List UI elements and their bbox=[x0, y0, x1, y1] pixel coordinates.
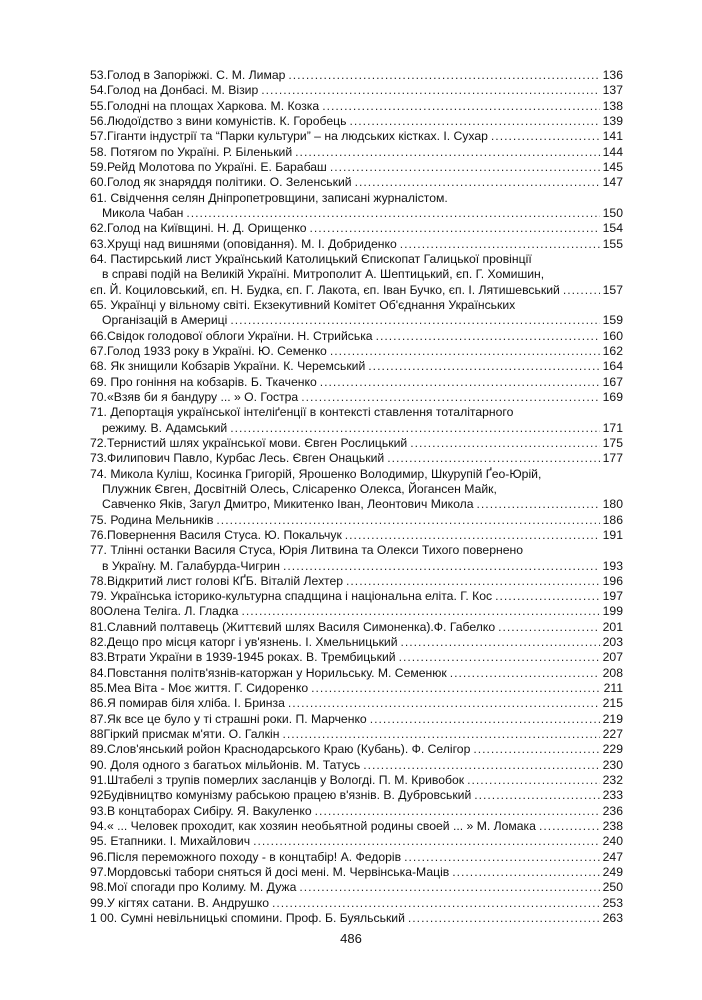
toc-entry bbox=[90, 666, 623, 681]
dot-leader bbox=[216, 513, 600, 528]
toc-entry-page: 199 bbox=[602, 604, 623, 619]
toc-entry-page: 207 bbox=[602, 650, 623, 665]
toc-entry-page: 145 bbox=[602, 159, 623, 174]
dot-leader bbox=[282, 727, 600, 742]
toc-entry-title: Микола Чабан bbox=[102, 205, 184, 220]
toc-entry-title: 80Олена Теліга. Л. Гладка bbox=[90, 604, 239, 619]
dot-leader bbox=[330, 344, 600, 359]
toc-entry bbox=[90, 375, 623, 390]
toc-entry bbox=[90, 804, 623, 819]
toc-entry-line bbox=[90, 68, 623, 83]
toc-entry-line bbox=[90, 911, 623, 926]
toc-entry-page: 144 bbox=[602, 144, 623, 159]
toc-entry bbox=[90, 114, 623, 129]
toc-entry-line bbox=[90, 99, 623, 114]
toc-entry bbox=[90, 758, 623, 773]
toc-entry-line bbox=[90, 160, 623, 175]
dot-leader bbox=[399, 650, 600, 665]
dot-leader bbox=[387, 451, 600, 466]
toc-entry-line bbox=[90, 252, 623, 267]
toc-entry-line bbox=[90, 344, 623, 359]
toc-entry bbox=[90, 696, 623, 711]
toc-entry-line bbox=[90, 880, 623, 895]
dot-leader bbox=[241, 604, 600, 619]
toc-entry-title: 94.« ... Человек проходит, как хозяин необьятной родины своей ... » М. Ломака bbox=[90, 819, 536, 834]
toc-entry-page: 164 bbox=[602, 359, 623, 374]
toc-entry-line bbox=[90, 497, 623, 512]
toc-entry bbox=[90, 742, 623, 757]
toc-entry-page: 169 bbox=[602, 389, 623, 404]
dot-leader bbox=[474, 788, 600, 803]
toc-entry bbox=[90, 850, 623, 865]
dot-leader bbox=[288, 68, 600, 83]
toc-entry-line bbox=[90, 451, 623, 466]
table-of-contents bbox=[90, 68, 623, 926]
toc-entry-page: 240 bbox=[602, 834, 623, 849]
toc-entry bbox=[90, 436, 623, 451]
toc-entry-page: 253 bbox=[602, 895, 623, 910]
toc-entry-page: 191 bbox=[602, 527, 623, 542]
dot-leader bbox=[370, 712, 600, 727]
toc-entry-line bbox=[90, 129, 623, 144]
toc-entry-line bbox=[90, 788, 623, 803]
dot-leader bbox=[288, 696, 600, 711]
toc-entry bbox=[90, 160, 623, 175]
toc-entry-line bbox=[90, 175, 623, 190]
toc-entry-page: 177 bbox=[602, 451, 623, 466]
toc-entry bbox=[90, 344, 623, 359]
toc-entry-line bbox=[90, 559, 623, 574]
toc-entry-title: 81.Славний полтавець (Життєвий шлях Василя Симоненка).Ф. Габелко bbox=[90, 619, 496, 634]
toc-entry-page: 157 bbox=[602, 282, 623, 297]
toc-entry-line bbox=[90, 604, 623, 619]
dot-leader bbox=[230, 421, 600, 436]
toc-entry-line bbox=[90, 574, 623, 589]
toc-entry-line bbox=[90, 589, 623, 604]
toc-entry-line bbox=[90, 896, 623, 911]
toc-entry-page: 160 bbox=[602, 328, 623, 343]
toc-entry bbox=[90, 145, 623, 160]
toc-entry bbox=[90, 543, 623, 574]
toc-entry-title: в справі подій на Великій Україні. Митрополит А. Шептицький, єп. Г. Хомишин, bbox=[102, 267, 545, 282]
page-number: 486 bbox=[340, 931, 362, 946]
dot-leader bbox=[315, 804, 600, 819]
toc-entry-line bbox=[90, 773, 623, 788]
dot-leader bbox=[272, 896, 600, 911]
toc-entry-title: 87.Як все це було у ті страшні роки. П. Марченко bbox=[90, 711, 367, 726]
toc-entry-title: 53.Голод в Запоріжжі. С. М. Лимар bbox=[90, 68, 286, 82]
dot-leader bbox=[283, 559, 600, 574]
toc-entry-title: 55.Голодні на площах Харкова. М. Козка bbox=[90, 98, 320, 113]
toc-entry bbox=[90, 834, 623, 849]
toc-entry-title: 91.Штабелі з трупів померлих засланців у Вологді. П. М. Кривобок bbox=[90, 773, 465, 788]
toc-entry-title: 61. Свідчення селян Дніпропетровщини, записані журналістом. bbox=[90, 190, 448, 205]
toc-entry-title: 83.Втрати України в 1939-1945 роках. В. Трембицький bbox=[90, 650, 396, 665]
toc-entry-line bbox=[90, 620, 623, 635]
dot-leader bbox=[376, 329, 600, 344]
dot-leader bbox=[408, 911, 600, 926]
toc-entry-page: 154 bbox=[602, 221, 623, 236]
toc-entry bbox=[90, 191, 623, 222]
dot-leader bbox=[400, 237, 600, 252]
toc-entry-line bbox=[90, 528, 623, 543]
toc-entry bbox=[90, 880, 623, 895]
toc-entry-line bbox=[90, 865, 623, 880]
toc-entry bbox=[90, 865, 623, 880]
dot-leader bbox=[410, 436, 600, 451]
toc-entry-page: 208 bbox=[602, 665, 623, 680]
toc-entry-line bbox=[90, 390, 623, 405]
toc-entry-title: 65. Українці у вільному світі. Екзекутивний Комітет Об'єднання Українських bbox=[90, 297, 516, 312]
toc-entry-title: 98.Мої спогади про Колиму. М. Дужа bbox=[90, 880, 297, 895]
toc-entry bbox=[90, 773, 623, 788]
toc-entry-title: 84.Повстання політв'язнів-каторжан у Норильську. М. Семенюк bbox=[90, 665, 447, 680]
toc-entry-page: 233 bbox=[602, 788, 623, 803]
toc-entry bbox=[90, 451, 623, 466]
toc-entry-line bbox=[90, 712, 623, 727]
toc-entry-title: 60.Голод як знаряддя політики. О. Зеленський bbox=[90, 175, 352, 190]
dot-leader bbox=[368, 359, 600, 374]
dot-leader bbox=[330, 160, 600, 175]
toc-entry-line bbox=[90, 650, 623, 665]
dot-leader bbox=[450, 666, 600, 681]
toc-entry-title: 77. Тлінні останки Василя Стуса, Юрія Литвина та Олекси Тихого повернено bbox=[90, 543, 524, 558]
toc-entry-title: 99.У кігтях сатани. В. Андрушко bbox=[90, 895, 269, 910]
toc-entry bbox=[90, 329, 623, 344]
toc-entry-page: 232 bbox=[602, 773, 623, 788]
toc-entry-line bbox=[90, 834, 623, 849]
toc-entry-title: 78.Відкритий лист голові КҐБ. Віталій Лехтер bbox=[90, 573, 344, 588]
toc-entry bbox=[90, 896, 623, 911]
dot-leader bbox=[498, 620, 600, 635]
toc-entry-title: 71. Депортація української інтеліґенції в контексті ставлення тоталітарного bbox=[90, 405, 514, 420]
toc-entry bbox=[90, 911, 623, 926]
toc-entry-line bbox=[90, 421, 623, 436]
dot-leader bbox=[253, 834, 600, 849]
dot-leader bbox=[452, 865, 600, 880]
toc-entry-line bbox=[90, 237, 623, 252]
toc-entry-page: 211 bbox=[603, 681, 623, 696]
toc-entry-line bbox=[90, 819, 623, 834]
toc-entry-page: 186 bbox=[602, 512, 623, 527]
toc-entry bbox=[90, 513, 623, 528]
toc-entry-page: 203 bbox=[602, 635, 623, 650]
toc-entry-page: 227 bbox=[602, 727, 623, 742]
toc-entry-page: 197 bbox=[602, 589, 623, 604]
toc-entry-title: Організацій в Америці bbox=[102, 313, 228, 328]
toc-entry-title: 75. Родина Мельників bbox=[90, 512, 214, 527]
toc-entry-page: 229 bbox=[602, 742, 623, 757]
dot-leader bbox=[491, 129, 600, 144]
toc-entry-page: 171 bbox=[602, 420, 623, 435]
toc-entry-title: 70.«Взяв би я бандуру ... » О. Гостра bbox=[90, 389, 299, 404]
dot-leader bbox=[477, 497, 600, 512]
toc-entry-page: 159 bbox=[602, 313, 623, 328]
dot-leader bbox=[563, 283, 600, 298]
dot-leader bbox=[311, 681, 600, 696]
toc-entry-page: 249 bbox=[602, 865, 623, 880]
toc-entry-line bbox=[90, 405, 623, 420]
toc-entry bbox=[90, 604, 623, 619]
toc-entry bbox=[90, 298, 623, 329]
toc-entry-line bbox=[90, 696, 623, 711]
toc-entry-line bbox=[90, 666, 623, 681]
toc-entry-line bbox=[90, 206, 623, 221]
toc-entry-title: 96.Після переможного походу - в концтабір! А. Федорів bbox=[90, 849, 402, 864]
dot-leader bbox=[320, 375, 600, 390]
toc-entry bbox=[90, 237, 623, 252]
toc-entry-page: 236 bbox=[602, 803, 623, 818]
toc-entry bbox=[90, 467, 623, 513]
toc-entry-line bbox=[90, 267, 623, 282]
dot-leader bbox=[349, 114, 600, 129]
toc-entry-line bbox=[90, 114, 623, 129]
toc-entry-page: 238 bbox=[602, 819, 623, 834]
dot-leader bbox=[346, 574, 600, 589]
toc-entry-title: 97.Мордовські табори сняться й досі мені. М. Червінська-Маців bbox=[90, 865, 450, 880]
toc-entry-page: 155 bbox=[602, 236, 623, 251]
toc-entry bbox=[90, 681, 623, 696]
toc-entry-line bbox=[90, 436, 623, 451]
toc-entry-title: 82.Дещо про місця каторг і ув'язнень. І. Хмельницький bbox=[90, 635, 398, 650]
toc-entry bbox=[90, 359, 623, 374]
toc-entry-title: 88Гіркий присмак м'яти. О. Галкін bbox=[90, 727, 280, 742]
toc-entry-title: єп. Й. Коциловський, єп. Н. Будка, єп. Г. Лакота, єп. Іван Бучко, єп. І. Лятишевський bbox=[90, 282, 560, 297]
toc-entry-line bbox=[90, 758, 623, 773]
toc-entry-title: 95. Етапники. І. Михайлович bbox=[90, 834, 251, 849]
toc-entry bbox=[90, 620, 623, 635]
toc-entry-title: 66.Свідок голодової облоги України. Н. Стрийська bbox=[90, 328, 373, 343]
dot-leader bbox=[473, 742, 600, 757]
toc-entry-title: 89.Слов'янський ройон Краснодарського Краю (Кубань). Ф. Селігор bbox=[90, 742, 471, 757]
dot-leader bbox=[301, 390, 600, 405]
toc-entry-title: 93.В концтаборах Сибіру. Я. Вакуленко bbox=[90, 803, 312, 818]
toc-entry-page: 139 bbox=[602, 113, 623, 128]
toc-entry-page: 193 bbox=[602, 558, 623, 573]
dot-leader bbox=[310, 221, 600, 236]
dot-leader bbox=[345, 528, 600, 543]
toc-entry-title: 69. Про гоніння на кобзарів. Б. Ткаченко bbox=[90, 374, 317, 389]
dot-leader bbox=[401, 635, 600, 650]
toc-entry-title: 54.Голод на Донбасі. М. Візир bbox=[90, 83, 259, 98]
toc-entry-title: 79. Українська історико-культурна спадщина і національна еліта. Г. Кос bbox=[90, 589, 493, 604]
toc-entry-title: 57.Гіганти індустрії та “Парки культури” – на людських кістках. І. Сухар bbox=[90, 129, 488, 144]
toc-entry-title: 72.Тернистий шлях української мови. Євген Рослицький bbox=[90, 435, 408, 450]
toc-entry-title: 62.Голод на Київщині. Н. Д. Орищенко bbox=[90, 221, 307, 236]
toc-entry-page: 175 bbox=[602, 435, 623, 450]
toc-entry-title: 74. Микола Куліш, Косинка Григорій, Ярошенко Володимир, Шкурупій Ґео-Юрій, bbox=[90, 466, 542, 481]
toc-entry-line bbox=[90, 359, 623, 374]
toc-entry-page: 230 bbox=[602, 757, 623, 772]
toc-entry-line bbox=[90, 145, 623, 160]
toc-entry-line bbox=[90, 221, 623, 236]
toc-entry-line bbox=[90, 375, 623, 390]
dot-leader bbox=[186, 206, 600, 221]
toc-entry bbox=[90, 650, 623, 665]
toc-entry bbox=[90, 712, 623, 727]
dot-leader bbox=[539, 819, 600, 834]
toc-entry-title: 63.Хрущі над вишнями (оповідання). М. І. Добриденко bbox=[90, 236, 397, 251]
toc-entry-line bbox=[90, 543, 623, 558]
toc-entry-page: 263 bbox=[602, 911, 623, 926]
toc-entry-page: 147 bbox=[602, 175, 623, 190]
toc-entry-title: 67.Голод 1933 року в Україні. Ю. Семенко bbox=[90, 343, 327, 358]
toc-entry bbox=[90, 83, 623, 98]
toc-entry-page: 219 bbox=[602, 711, 623, 726]
dot-leader bbox=[355, 175, 600, 190]
dot-leader bbox=[230, 313, 600, 328]
toc-entry-line bbox=[90, 727, 623, 742]
dot-leader bbox=[299, 880, 600, 895]
toc-entry bbox=[90, 819, 623, 834]
toc-entry bbox=[90, 221, 623, 236]
toc-entry-line bbox=[90, 482, 623, 497]
toc-entry-line bbox=[90, 283, 623, 298]
toc-entry-title: режиму. В. Адамський bbox=[102, 420, 228, 435]
toc-entry-page: 138 bbox=[602, 98, 623, 113]
toc-entry bbox=[90, 390, 623, 405]
dot-leader bbox=[467, 773, 600, 788]
toc-entry bbox=[90, 788, 623, 803]
toc-entry-page: 150 bbox=[602, 205, 623, 220]
toc-entry-title: Плужник Євген, Досвітній Олесь, Слісаренко Олекса, Йогансен Майк, bbox=[102, 481, 497, 496]
toc-entry-title: 1 00. Сумні невільницькі спомини. Проф. Б. Буяльський bbox=[90, 911, 405, 926]
toc-entry bbox=[90, 129, 623, 144]
toc-entry-line bbox=[90, 804, 623, 819]
toc-entry-title: 90. Доля одного з багатьох мільйонів. М. Татусь bbox=[90, 757, 361, 772]
toc-entry-title: в Україну. М. Галабурда-Чигрин bbox=[102, 558, 281, 573]
toc-entry-page: 167 bbox=[602, 374, 623, 389]
toc-entry-page: 196 bbox=[602, 573, 623, 588]
toc-entry-line bbox=[90, 83, 623, 98]
toc-entry-title: 76.Повернення Василя Стуса. Ю. Покальчук bbox=[90, 527, 342, 542]
toc-entry-title: 56.Людоїдство з вини комуністів. К. Горобець bbox=[90, 113, 347, 128]
toc-entry-title: 86.Я помирав біля хліба. І. Бринза bbox=[90, 696, 285, 711]
toc-entry-page: 180 bbox=[602, 497, 623, 512]
toc-entry bbox=[90, 727, 623, 742]
toc-entry-title: 58. Потягом по Україні. Р. Біленький bbox=[90, 144, 293, 159]
toc-entry-line bbox=[90, 467, 623, 482]
dot-leader bbox=[322, 99, 600, 114]
toc-entry-page: 141 bbox=[602, 129, 623, 144]
toc-entry-title: 68. Як знищили Кобзарів України. К. Черемський bbox=[90, 359, 366, 374]
toc-entry bbox=[90, 574, 623, 589]
toc-entry-title: 73.Филипович Павло, Курбас Лесь. Євген Онацький bbox=[90, 451, 385, 466]
toc-entry bbox=[90, 99, 623, 114]
toc-entry-line bbox=[90, 513, 623, 528]
toc-entry-title: 64. Пастирський лист Український Католицький Єпископат Галицької провінції bbox=[90, 251, 532, 266]
toc-entry-line bbox=[90, 681, 623, 696]
toc-entry bbox=[90, 68, 623, 83]
toc-entry-page: 250 bbox=[602, 880, 623, 895]
toc-entry-line bbox=[90, 313, 623, 328]
toc-entry-line bbox=[90, 329, 623, 344]
toc-entry-title: 59.Рейд Молотова по Україні. Е. Барабаш bbox=[90, 159, 327, 174]
toc-entry-page: 215 bbox=[602, 696, 623, 711]
toc-entry-line bbox=[90, 635, 623, 650]
dot-leader bbox=[261, 83, 600, 98]
toc-entry-page: 136 bbox=[602, 68, 623, 82]
toc-entry-title: Савченко Яків, Загул Дмитро, Микитенко Іван, Леонтович Микола bbox=[102, 497, 474, 512]
toc-entry-title: 92Будівництво комунізму рабською працею в'язнів. В. Дубровський bbox=[90, 788, 472, 803]
toc-entry bbox=[90, 175, 623, 190]
dot-leader bbox=[404, 850, 600, 865]
toc-entry-line bbox=[90, 850, 623, 865]
toc-entry-page: 137 bbox=[602, 83, 623, 98]
toc-entry bbox=[90, 405, 623, 436]
toc-entry-page: 201 bbox=[602, 619, 623, 634]
toc-entry bbox=[90, 589, 623, 604]
dot-leader bbox=[295, 145, 600, 160]
dot-leader bbox=[495, 589, 600, 604]
toc-entry-title: 85.Меа Віта - Моє життя. Г. Сидоренко bbox=[90, 681, 309, 696]
toc-entry bbox=[90, 635, 623, 650]
toc-entry-line bbox=[90, 298, 623, 313]
toc-entry-page: 162 bbox=[602, 343, 623, 358]
toc-entry bbox=[90, 252, 623, 298]
toc-entry-page: 247 bbox=[602, 849, 623, 864]
toc-entry bbox=[90, 528, 623, 543]
toc-entry-line bbox=[90, 191, 623, 206]
dot-leader bbox=[363, 758, 600, 773]
toc-entry-line bbox=[90, 742, 623, 757]
